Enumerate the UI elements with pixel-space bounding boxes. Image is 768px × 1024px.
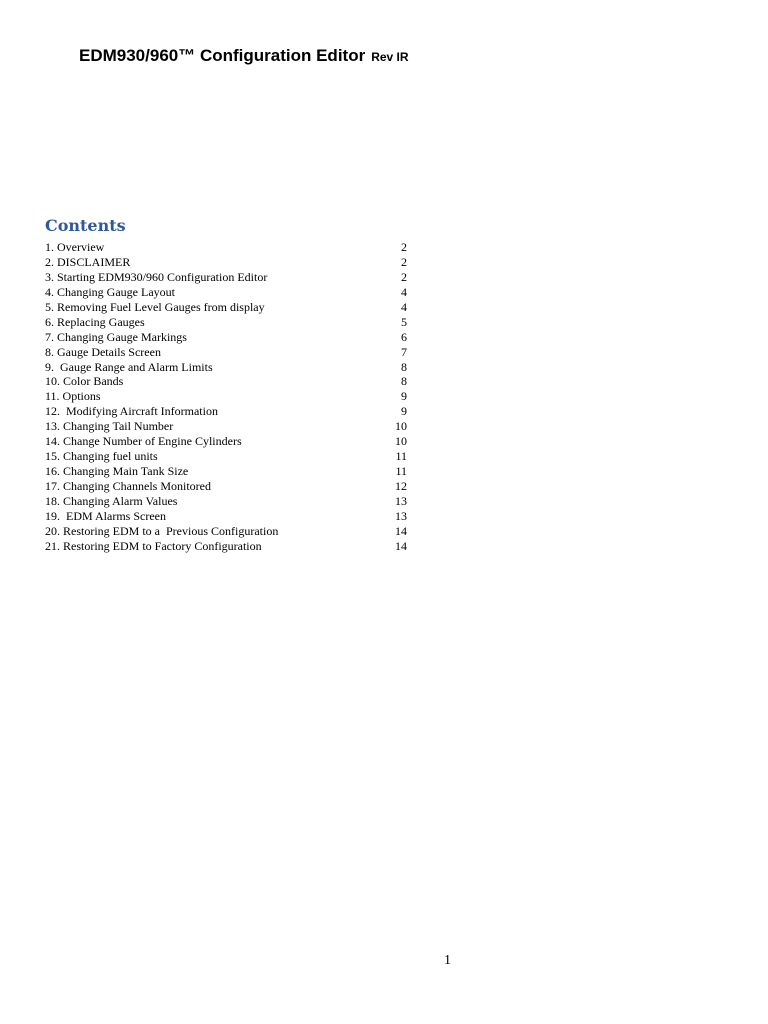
toc-entry[interactable]	[45, 404, 407, 419]
toc-entry-page: 12	[395, 479, 407, 493]
toc-entry-page: 2	[401, 254, 407, 269]
toc-entry-page: 11	[395, 464, 407, 479]
toc-entry[interactable]	[45, 330, 407, 345]
toc-entry-page: 9	[401, 389, 407, 404]
toc-entry-page: 13	[395, 508, 407, 523]
toc-entry-label: 17. Changing Channels Monitored	[45, 479, 211, 493]
toc-entry-label: 14. Change Number of Engine Cylinders	[45, 434, 242, 449]
toc-entry[interactable]	[45, 240, 407, 255]
toc-entry-page: 2	[401, 240, 407, 254]
toc-entry-label: 9. Gauge Range and Alarm Limits	[45, 359, 213, 374]
toc-entry-page: 14	[395, 538, 407, 553]
toc-entry[interactable]	[45, 434, 407, 449]
toc-entry[interactable]	[45, 509, 407, 524]
toc-entry[interactable]	[45, 479, 407, 494]
revision-label: Rev IR	[371, 50, 409, 64]
toc-entry[interactable]	[45, 270, 407, 285]
toc-entry-label: 19. EDM Alarms Screen	[45, 508, 166, 523]
toc-entry-page: 11	[395, 449, 407, 464]
toc-entry-page: 4	[401, 284, 407, 299]
toc-entry-page: 8	[401, 374, 407, 389]
toc-entry[interactable]	[45, 285, 407, 300]
toc-entry[interactable]	[45, 360, 407, 375]
toc-entry-label: 5. Removing Fuel Level Gauges from display	[45, 299, 265, 314]
toc-entry-page: 5	[401, 314, 407, 329]
contents-heading: Contents	[45, 216, 126, 235]
document-header	[79, 46, 409, 66]
toc-entry[interactable]	[45, 255, 407, 270]
toc-entry[interactable]	[45, 449, 407, 464]
document-title: EDM930/960™ Configuration Editor	[79, 46, 366, 65]
page-number: 1	[444, 953, 451, 968]
toc-entry-label: 21. Restoring EDM to Factory Configuration	[45, 538, 262, 553]
toc-entry-page: 9	[401, 404, 407, 419]
toc-entry[interactable]	[45, 315, 407, 330]
toc-entry-page: 14	[395, 523, 407, 538]
toc-entry-label: 20. Restoring EDM to a Previous Configuration	[45, 523, 279, 538]
toc-entry-label: 3. Starting EDM930/960 Configuration Editor	[45, 269, 268, 284]
toc-entry-label: 7. Changing Gauge Markings	[45, 329, 187, 344]
toc-entry[interactable]	[45, 374, 407, 389]
toc-entry-page: 4	[401, 299, 407, 314]
toc-entry-label: 13. Changing Tail Number	[45, 419, 174, 434]
toc-entry[interactable]	[45, 494, 407, 509]
toc-entry[interactable]	[45, 345, 407, 360]
toc-entry-label: 16. Changing Main Tank Size	[45, 464, 189, 479]
toc-entry-label: 8. Gauge Details Screen	[45, 344, 161, 359]
table-of-contents	[45, 240, 407, 554]
toc-entry-page: 2	[401, 269, 407, 284]
toc-entry-page: 8	[401, 359, 407, 374]
toc-entry[interactable]	[45, 389, 407, 404]
toc-entry-label: 10. Color Bands	[45, 374, 124, 389]
toc-entry-page: 10	[395, 419, 407, 434]
toc-entry-label: 18. Changing Alarm Values	[45, 493, 178, 508]
toc-entry[interactable]	[45, 539, 407, 554]
toc-entry-page: 10	[395, 434, 407, 449]
toc-entry-page: 6	[401, 329, 407, 344]
toc-entry[interactable]	[45, 419, 407, 434]
toc-entry-page: 13	[395, 493, 407, 508]
toc-entry[interactable]	[45, 464, 407, 479]
toc-entry-label: 15. Changing fuel units	[45, 449, 158, 464]
toc-entry[interactable]	[45, 300, 407, 315]
toc-entry-page: 7	[401, 344, 407, 359]
toc-entry-label: 6. Replacing Gauges	[45, 314, 145, 329]
toc-entry-label: 2. DISCLAIMER	[45, 254, 131, 269]
toc-entry-label: 4. Changing Gauge Layout	[45, 284, 175, 299]
toc-entry[interactable]	[45, 524, 407, 539]
toc-entry-label: 11. Options	[45, 389, 101, 404]
toc-entry-label: 1. Overview	[45, 240, 105, 254]
toc-entry-label: 12. Modifying Aircraft Information	[45, 404, 218, 419]
